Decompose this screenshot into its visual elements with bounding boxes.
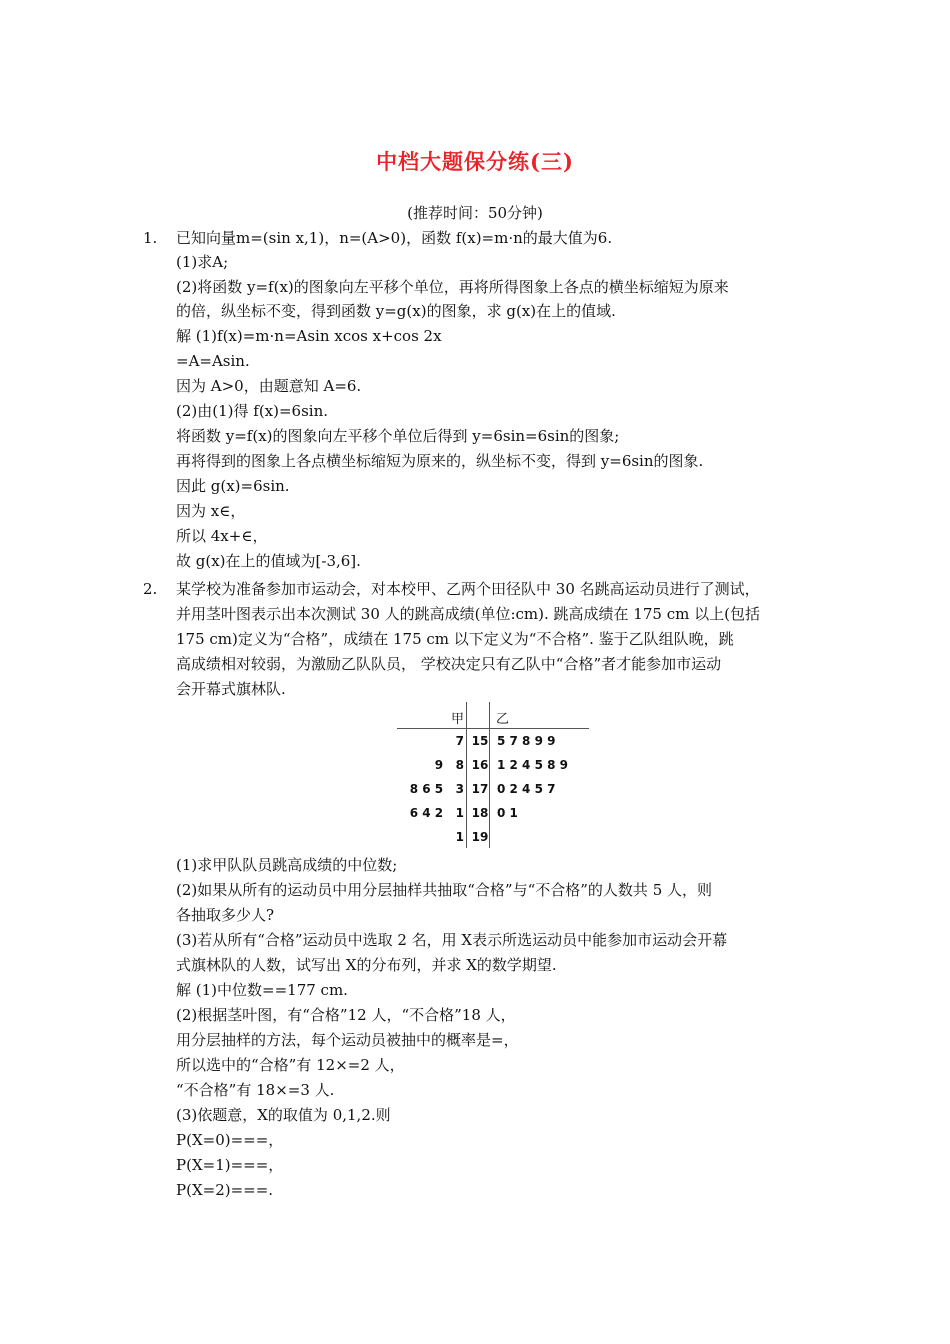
q1-line: (1)求A;	[176, 253, 229, 271]
header-divider	[397, 728, 589, 729]
q2-line: (2)如果从所有的运动员中用分层抽样共抽取“合格”与“不合格”的人数共 5 人，则	[176, 881, 713, 899]
leaves-left: 9 8	[434, 758, 464, 772]
q1-line: (2)由(1)得 f(x)=6sin.	[176, 402, 329, 420]
question-number: 2.	[143, 580, 158, 598]
q2-line: 高成绩相对较弱，为激励乙队队员， 学校决定只有乙队中“合格”者才能参加市运动	[176, 655, 722, 673]
leaves-left: 8 6 5 3	[409, 782, 464, 796]
q2-line: P(X=1)===，	[176, 1156, 284, 1174]
q1-line: 因为 A>0，由题意知 A=6.	[176, 377, 362, 395]
header-left: 甲	[451, 712, 465, 727]
stem: 16	[471, 758, 489, 772]
q2-line: P(X=0)===，	[176, 1131, 284, 1149]
q1-line: 故 g(x)在上的值域为[-3,6].	[176, 552, 361, 570]
stem-row	[397, 826, 589, 850]
q2-line: (3)依题意，X的取值为 0,1,2.则	[176, 1106, 391, 1124]
q1-line: 所以 4x+∈，	[176, 527, 268, 545]
q2-line: (3)若从所有“合格”运动员中选取 2 名，用 X表示所选运动员中能参加市运动会开幕	[176, 931, 728, 949]
stem-row	[397, 754, 589, 778]
q2-line: 各抽取多少人?	[176, 906, 275, 924]
q1-line: 因此 g(x)=6sin.	[176, 477, 290, 495]
stem: 19	[471, 830, 489, 844]
q2-line: 会开幕式旗林队.	[176, 680, 286, 698]
stem: 17	[471, 782, 489, 796]
leaves-right: 1 2 4 5 8 9	[497, 758, 568, 772]
leaves-right: 0 1	[497, 806, 518, 820]
q1-line: 的倍，纵坐标不变，得到函数 y=g(x)的图象，求 g(x)在上的值域.	[176, 302, 616, 320]
stem-row	[397, 802, 589, 826]
q2-line: 式旗林队的人数，试写出 X的分布列，并求 X的数学期望.	[176, 956, 557, 974]
q1-line: (2)将函数 y=f(x)的图象向左平移个单位，再将所得图象上各点的横坐标缩短为原来	[176, 278, 729, 296]
q2-line: 解 (1)中位数==177 cm.	[176, 981, 348, 999]
q1-line: 已知向量m=(sin x,1)，n=(A>0)，函数 f(x)=m·n的最大值为6.	[176, 229, 613, 247]
stem-row	[397, 730, 589, 754]
stem: 18	[471, 806, 489, 820]
stem-leaf-plot	[397, 702, 589, 848]
q1-line: 将函数 y=f(x)的图象向左平移个单位后得到 y=6sin=6sin的图象;	[176, 427, 620, 445]
header-right: 乙	[496, 712, 510, 727]
q1-line: 因为 x∈，	[176, 502, 246, 520]
leaves-right: 5 7 8 9 9	[497, 734, 556, 748]
question-number: 1.	[143, 229, 158, 247]
q2-line: 某学校为准备参加市运动会，对本校甲、乙两个田径队中 30 名跳高运动员进行了测试，	[176, 580, 760, 598]
q2-line: (1)求甲队队员跳高成绩的中位数;	[176, 856, 398, 874]
stem-row	[397, 778, 589, 802]
q2-line: 175 cm)定义为“合格”，成绩在 175 cm 以下定义为“不合格”. 鉴于乙队组队晚，跳	[176, 630, 734, 648]
stem: 15	[471, 734, 489, 748]
q2-line: (2)根据茎叶图，有“合格”12 人，“不合格”18 人，	[176, 1006, 516, 1024]
q1-line: =A=Asin.	[176, 352, 250, 370]
q2-line: 所以选中的“合格”有 12×=2 人，	[176, 1056, 405, 1074]
q1-line: 再将得到的图象上各点横坐标缩短为原来的，纵坐标不变，得到 y=6sin的图象.	[176, 452, 704, 470]
leaves-left: 1	[455, 830, 464, 844]
page-subtitle: (推荐时间：50分钟)	[407, 204, 543, 222]
leaves-left: 7	[455, 734, 464, 748]
q2-line: 用分层抽样的方法，每个运动员被抽中的概率是=，	[176, 1031, 519, 1049]
leaves-left: 6 4 2 1	[409, 806, 464, 820]
page-title: 中档大题保分练(三)	[376, 149, 574, 174]
leaves-right: 0 2 4 5 7	[497, 782, 556, 796]
q1-line: 解 (1)f(x)=m·n=Asin xcos x+cos 2x	[176, 327, 442, 345]
q2-line: 并用茎叶图表示出本次测试 30 人的跳高成绩(单位:cm). 跳高成绩在 175 cm 以上(包括	[176, 605, 760, 623]
q2-line: P(X=2)===.	[176, 1181, 274, 1199]
q2-line: “不合格”有 18×=3 人.	[176, 1081, 335, 1099]
